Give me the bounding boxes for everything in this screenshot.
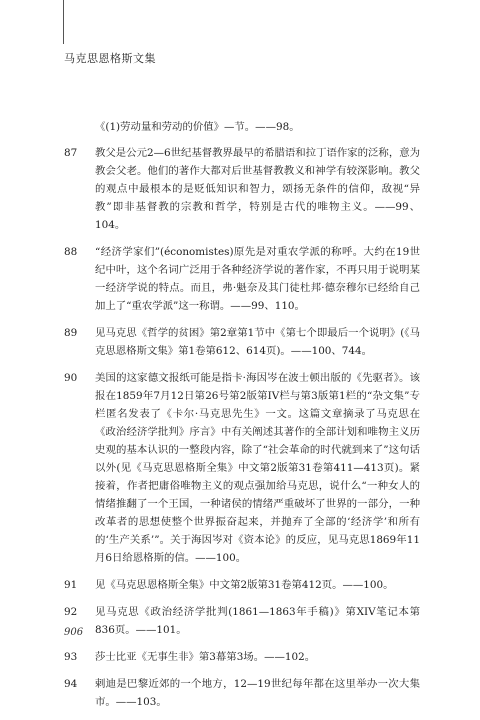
endnote-number: 93 [64, 651, 78, 663]
endnote-text: 见马克思《哲学的贫困》第2章第1节中《第七个即最后一个说明》(《马克思恩格斯文集》第1卷第612、614页)。——100、744。 [95, 327, 420, 357]
continuation-line: 《(1)劳动量和劳动的价值》—节。——98。 [95, 121, 300, 133]
endnote-number: 89 [64, 327, 78, 339]
endnote-text: 剌迪是巴黎近郊的一个地方，12—19世纪每年都在这里举办一次大集市。——103。 [95, 678, 420, 708]
endnote [64, 324, 420, 360]
endnote-number: 94 [64, 678, 78, 690]
endnote-number: 91 [64, 579, 78, 591]
endnote-number: 87 [64, 147, 78, 159]
binding-line [63, 0, 64, 44]
endnote-number: 90 [64, 372, 78, 384]
endnote-text: 见马克思《政治经济学批判(1861—1863年手稿)》第XIV笔记本第836页。——101。 [95, 606, 420, 636]
endnotes [64, 118, 420, 720]
endnote-text: “经济学家们”(économistes)原先是对重农学派的称呼。大约在19世纪中叶，这个名词广泛用于各种经济学说的著作家，不再只用于说明某一经济学说的特点。而且，弗·魁奈及其门徒杜邦·德奈穆尔已经给自己加上了“重农学派”这一称谓。——99、110。 [95, 246, 420, 312]
endnote [64, 675, 420, 711]
endnote-number: 92 [64, 606, 78, 618]
endnote [64, 144, 420, 234]
page-number: 906 [64, 627, 84, 638]
endnote-text: 教父是公元2—6世纪基督教界最早的希腊语和拉丁语作家的泛称，意为教会父老。他们的著作大都对后世基督教教义和神学有较深影响。教父的观点中最根本的是贬低知识和智力，颂扬无条件的信仰，敌视“异教”即非基督教的宗教和哲学，特别是古代的唯物主义。——99、104。 [95, 147, 420, 231]
endnote [64, 243, 420, 315]
running-head: 马克思恩格斯文集 [64, 52, 156, 65]
endnote-text: 莎士比亚《无事生非》第3幕第3场。——102。 [95, 651, 316, 663]
endnote [64, 576, 420, 594]
endnote-number: 88 [64, 246, 78, 258]
endnote [64, 603, 420, 639]
endnote [64, 369, 420, 567]
endnote-text: 见《马克思恩格斯全集》中文第2版第31卷第412页。——100。 [95, 579, 394, 591]
endnote [64, 648, 420, 666]
endnote-text: 美国的这家德文报纸可能是指卡·海因岑在波士顿出版的《先驱者》。该报在1859年7月12日第26号第2版第IV栏与第3版第1栏的“杂文集”专栏匿名发表了《卡尔·马克思先生》一文。这篇文章摘录了马克思在《政治经济学批判》序言》中有关阐述其著作的全部计划和唯物主义历史观的基本认识的一整段内容，除了“社会革命的时代就到来了”这句话以外(见《马克思恩格斯全集》中文第2版第31卷第411—413页)。紧接着，作者把庸俗唯物主义的观点强加给马克思，说什么“一种女人的情绪推翻了一个王国，一种诸侯的情绪严重破坏了世界的一部分，一种改革者的思想使整个世界振奋起来，并抛弃了全部的‘经济学’和所有的‘生产关系’”。关于海因岑对《资本论》的反应，见马克思1869年11月6日给恩格斯的信。——100。 [95, 372, 420, 564]
